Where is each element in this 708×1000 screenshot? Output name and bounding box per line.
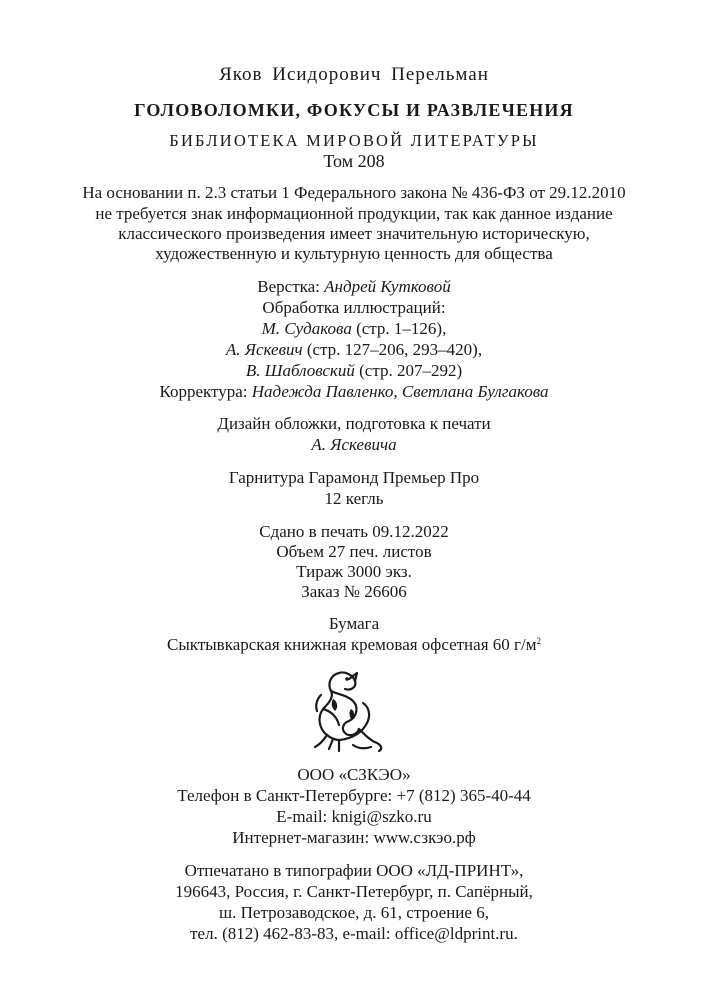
typeface-name: Гарнитура Гарамонд Премьер Про (228, 468, 480, 487)
typeface-size: 12 кегль (324, 489, 384, 508)
legal-notice-line: классического произведения имеет значительную историческую, (118, 224, 590, 243)
book-title: ГОЛОВОЛОМКИ, ФОКУСЫ И РАЗВЛЕЧЕНИЯ (134, 100, 574, 120)
proofreading-names: Надежда Павленко, Светлана Булгакова (251, 382, 549, 401)
illustrator-credit (0, 361, 708, 381)
publisher-shop: Интернет-магазин: www.сзкэо.рф (232, 828, 476, 847)
print-run: Тираж 3000 экз. (296, 562, 412, 581)
layout-credit (0, 277, 708, 297)
print-volume: Объем 27 печ. листов (276, 542, 432, 561)
series-title: БИБЛИОТЕКА МИРОВОЙ ЛИТЕРАТУРЫ (169, 131, 539, 150)
author-name: Яков Исидорович Перельман (219, 64, 489, 85)
proofreading-label: Корректура: (159, 382, 252, 401)
illustrator-credit (0, 340, 708, 360)
printer-line: тел. (812) 462-83-83, e-mail: office@ldprint.ru. (190, 924, 518, 943)
illustrator-pages: (стр. 1–126), (351, 319, 447, 338)
layout-label: Верстка: (257, 277, 325, 296)
illustrator-name: В. Шабловский (245, 361, 355, 380)
print-date: Сдано в печать 09.12.2022 (259, 522, 449, 541)
volume-number: Том 208 (323, 151, 385, 171)
illustrator-pages: (стр. 127–206, 293–420), (302, 340, 483, 359)
illustrator-name: М. Судакова (261, 319, 352, 338)
printer-line: 196643, Россия, г. Санкт-Петербург, п. Сапёрный, (175, 882, 533, 901)
paper-label: Бумага (328, 614, 380, 633)
paper-superscript: 2 (536, 636, 541, 646)
legal-notice-line: художественную и культурную ценность для общества (155, 244, 553, 263)
publisher-name: ООО «СЗКЭО» (297, 765, 411, 784)
cover-design-name: А. Яскевича (311, 435, 397, 454)
dragon-logo-icon (309, 665, 385, 755)
printer-line: ш. Петрозаводское, д. 61, строение 6, (219, 903, 489, 922)
order-number: Заказ № 26606 (301, 582, 407, 601)
publisher-phone: Телефон в Санкт-Петербурге: +7 (812) 365-40-44 (177, 786, 531, 805)
printer-line: Отпечатано в типографии ООО «ЛД-ПРИНТ», (184, 861, 524, 880)
cover-design-label: Дизайн обложки, подготовка к печати (217, 414, 491, 433)
illustrator-name: А. Яскевич (225, 340, 303, 359)
publisher-email: E-mail: knigi@szko.ru (276, 807, 432, 826)
illustrator-pages: (стр. 207–292) (354, 361, 463, 380)
proofreading-credit (0, 382, 708, 402)
legal-notice-line: На основании п. 2.3 статьи 1 Федерального закона № 436-ФЗ от 29.12.2010 (82, 183, 626, 202)
paper-type: Сыктывкарская книжная кремовая офсетная 60 $г/м^2$ (167, 635, 541, 654)
illustrations-label: Обработка иллюстраций: (262, 298, 446, 317)
illustrator-credit (0, 319, 708, 339)
layout-name: Андрей Кутковой (324, 277, 451, 296)
legal-notice-line: не требуется знак информационной продукции, так как данное издание (95, 204, 613, 223)
